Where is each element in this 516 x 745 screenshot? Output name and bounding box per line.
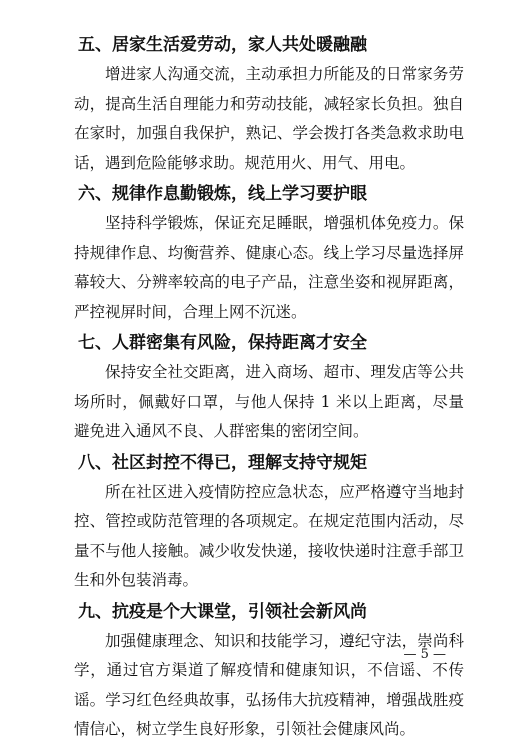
section-heading-5: 五、居家生活爱劳动，家人共处暖融融	[78, 35, 367, 55]
section-body-7: 保持安全社交距离，进入商场、超市、理发店等公共场所时，佩戴好口罩，与他人保持 1 米以上距离，尽量避免进入通风不良、人群密集的密闭空间。	[74, 363, 464, 440]
section-body-9: 加强健康理念、知识和技能学习，遵纪守法，崇尚科学，通过官方渠道了解疫情和健康知识，不信谣、不传谣。学习红色经典故事，弘扬伟大抗疫精神，增强战胜疫情信心，树立学生良好形象，引领社会健康风尚。	[74, 631, 464, 738]
section-heading-6: 六、规律作息勤锻炼，线上学习要护眼	[78, 184, 367, 204]
section-body-6: 坚持科学锻炼，保证充足睡眠，增强机体免疫力。保持规律作息、均衡营养、健康心态。线上学习尽量选择屏幕较大、分辨率较高的电子产品，注意坐姿和视屏距离，严控视屏时间，合理上网不沉迷。	[74, 214, 464, 321]
section-body-8: 所在社区进入疫情防控应急状态，应严格遵守当地封控、管控或防范管理的各项规定。在规定范围内活动，尽量不与他人接触。减少收发快递，接收快递时注意手部卫生和外包装消毒。	[74, 482, 464, 589]
section-heading-8: 八、社区封控不得已，理解支持守规矩	[78, 452, 367, 473]
page-number: — 5 —	[403, 647, 446, 662]
section-heading-9: 九、抗疫是个大课堂，引领社会新风尚	[78, 601, 367, 622]
section-heading-7: 七、人群密集有风险，保持距离才安全	[78, 333, 367, 353]
section-body-5: 增进家人沟通交流，主动承担力所能及的日常家务劳动，提高生活自理能力和劳动技能，减轻家长负担。独自在家时，加强自我保护，熟记、学会拨打各类急救求助电话，遇到危险能够求助。规范用火、用气、用电。	[74, 65, 464, 172]
